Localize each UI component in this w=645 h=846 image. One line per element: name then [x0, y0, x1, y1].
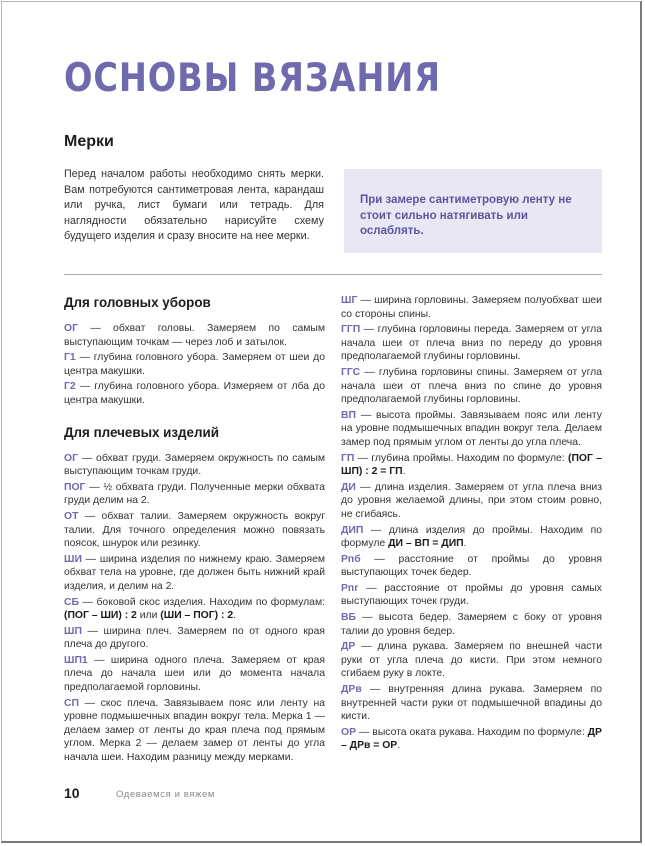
page-title: ОСНОВЫ ВЯЗАНИЯ — [64, 56, 441, 101]
measure-desc: — длина изделия до проймы. Находим по формуле — [341, 524, 602, 550]
measure-item-gp — [341, 452, 602, 479]
measure-item-sb — [64, 596, 325, 623]
measure-desc-end: . — [402, 466, 406, 478]
shoulder-heading: Для плечевых изделий — [64, 424, 219, 440]
measure-desc: — ширина плеч. Замеряем по от одного края плеча до другого. — [64, 625, 325, 651]
measure-item-ot — [64, 510, 325, 551]
measure-term: ШП — [64, 625, 82, 637]
measure-term: ГГС — [341, 366, 361, 378]
formula: ДИ – ВП = ДИП — [388, 538, 464, 550]
measure-term: СБ — [64, 596, 79, 608]
measure-desc: — ширина изделия по нижнему краю. Замеряем обхват тела на уровне, где должен быть нижний край изделия, и делим на 2. — [64, 553, 325, 592]
measure-item-shp1 — [64, 654, 325, 695]
measure-term: ОР — [341, 726, 357, 738]
measure-item-di — [341, 481, 602, 522]
measure-item-shp — [64, 625, 325, 652]
measure-term: ПОГ — [64, 481, 86, 493]
measure-desc: — длина рукава. Замеряем по внешней части руки от угла плеча до кисти. При этом немного сгибаем руку в локте. — [341, 641, 602, 680]
measure-item-dr — [341, 640, 602, 681]
measure-term: ГГП — [341, 324, 361, 336]
measure-desc: — боковой скос изделия. Находим по формулам: — [78, 596, 325, 608]
left-column — [64, 294, 325, 767]
measure-term: ГП — [341, 452, 355, 464]
page-number: 10 — [64, 785, 80, 801]
measure-term: Г1 — [64, 352, 76, 364]
measure-item-ggs — [341, 366, 602, 407]
measure-item-g2 — [64, 380, 325, 407]
measure-desc: — внутренняя длина рукава. Замеряем по внутренней части руки от подмышечной впадины до кисти. — [341, 684, 602, 723]
measure-desc: — расстояние от проймы до уровня самых выступающих точек груди. — [341, 582, 602, 608]
measure-item-head-og — [64, 322, 325, 349]
measure-desc: — глубина проймы. Находим по формуле: — [354, 452, 568, 464]
measure-item-dip — [341, 524, 602, 551]
tip-box — [344, 169, 602, 253]
formula: (ПОГ – ШИ) : 2 — [64, 610, 137, 622]
measure-item-sp — [64, 697, 325, 765]
measure-desc: — обхват груди. Замеряем окружность по самым выступающим точкам груди. — [64, 452, 325, 478]
measure-term: ОГ — [64, 323, 78, 334]
measure-desc: — высота оката рукава. Находим по формуле: — [356, 726, 588, 738]
formula: (ПОГ – ШП) : 2 = ГП — [341, 452, 602, 478]
measure-item-shi — [64, 553, 325, 594]
measure-desc-cont: или — [136, 610, 161, 622]
measure-term: ДИП — [341, 524, 364, 536]
measure-desc-end: . — [397, 740, 401, 752]
measure-term: ШГ — [341, 295, 358, 306]
running-title: Одеваемся и вяжем — [116, 789, 215, 800]
measure-item-or — [341, 726, 602, 753]
measure-term: ВП — [341, 409, 356, 421]
right-column — [341, 294, 602, 755]
measure-desc: — глубина горловины переда. Замеряем от угла начала шеи от плеча вниз по переду до уровня предполагаемой глубины горловины. — [341, 324, 602, 363]
measure-item-ggp — [341, 323, 602, 364]
measure-item-shg — [341, 294, 602, 321]
tip-text: При замере сантиметровую ленту не стоит сильно натягивать или ослаблять. — [360, 194, 572, 237]
measure-desc: — высота проймы. Завязываем пояс или ленту на уровне подмышечных впадин вокруг тела. Делаем замер под прямым углом от ленты до угла плеча. — [341, 409, 602, 448]
measure-term: ШИ — [64, 553, 82, 565]
formula: ДР – ДРв = ОР — [341, 726, 602, 752]
measure-term: ДИ — [341, 481, 356, 493]
measure-desc: — скос плеча. Завязываем пояс или ленту на уровне подмышечных впадин вокруг тела. Мерка 1 — делаем замер от ленты до края плеча под прямым углом. Мерка 2 — делаем замер от ленты до угла начала шеи. Находим разницу между мерками. — [64, 697, 325, 764]
measure-term: СП — [64, 697, 79, 709]
measure-item-pog — [64, 481, 325, 508]
measure-term: ОТ — [64, 510, 79, 522]
headgear-heading: Для головных уборов — [64, 295, 211, 310]
measure-term: ДРв — [341, 684, 362, 696]
measure-term: ДР — [341, 641, 356, 653]
section-divider — [64, 274, 602, 275]
measure-term: ОГ — [64, 452, 78, 464]
measure-desc: — высота бедер. Замеряем с боку от уровня талии до уровня бедер. — [341, 612, 602, 637]
measure-desc: — обхват талии. Замеряем окружность вокруг талии. Для точного определения можно повязать поясок, шнурок или резинку. — [64, 510, 325, 550]
measure-desc: — обхват головы. Замеряем по самым выступающим точкам — через лоб и затылок. — [64, 323, 325, 348]
measure-term: Рпб — [341, 553, 361, 565]
measure-desc-end: . — [463, 538, 467, 550]
measure-desc: — глубина горловины спины. Замеряем от угла начала шеи от плеча вниз по спине до уровня предполагаемой глубины горловины. — [341, 366, 602, 406]
measure-item-chest-og — [64, 452, 325, 479]
measure-item-rpg — [341, 582, 602, 609]
measure-item-drv — [341, 683, 602, 724]
measure-item-vb — [341, 611, 602, 638]
measure-item-rpb — [341, 553, 602, 580]
measure-desc-end: . — [233, 610, 237, 622]
measure-term: Г2 — [64, 381, 76, 393]
measure-item-vp — [341, 409, 602, 450]
section-title-measurements: Мерки — [64, 133, 114, 150]
formula: (ШИ – ПОГ) : 2 — [160, 610, 234, 622]
measure-desc: — глубина головного убора. Измеряем от лба до центра макушки. — [64, 381, 325, 406]
measure-desc: — расстояние от проймы до уровня выступающих точек бедер. — [341, 553, 602, 579]
measure-desc: — глубина головного убора. Замеряем от шеи до центра макушки. — [64, 352, 325, 377]
intro-paragraph: Перед началом работы необходимо снять мерки. Вам потребуются сантиметровая лента, карандаш или ручка, лист бумаги или тетрадь. Для наглядности обязательно нарисуйте схему будущего изделия и сразу вносите на нее мерки. — [64, 168, 324, 243]
measure-item-g1 — [64, 351, 325, 378]
measure-term: Рпг — [341, 582, 359, 594]
measure-term: ШП1 — [64, 654, 88, 666]
measure-desc: — ширина одного плеча. Замеряем от края плеча до начала шеи или до момента начала предполагаемой горловины. — [64, 654, 325, 694]
measure-term: ВБ — [341, 612, 356, 624]
measure-desc: — ширина горловины. Замеряем полуобхват шеи со стороны спины. — [341, 295, 602, 320]
measure-desc: — длина изделия. Замеряем от угла плеча вниз до уровня желаемой длины, при этом стоим ровно, не сгибаясь. — [341, 481, 602, 520]
measure-desc: — ½ обхвата груди. Полученные мерки обхвата груди делим на 2. — [64, 481, 325, 507]
